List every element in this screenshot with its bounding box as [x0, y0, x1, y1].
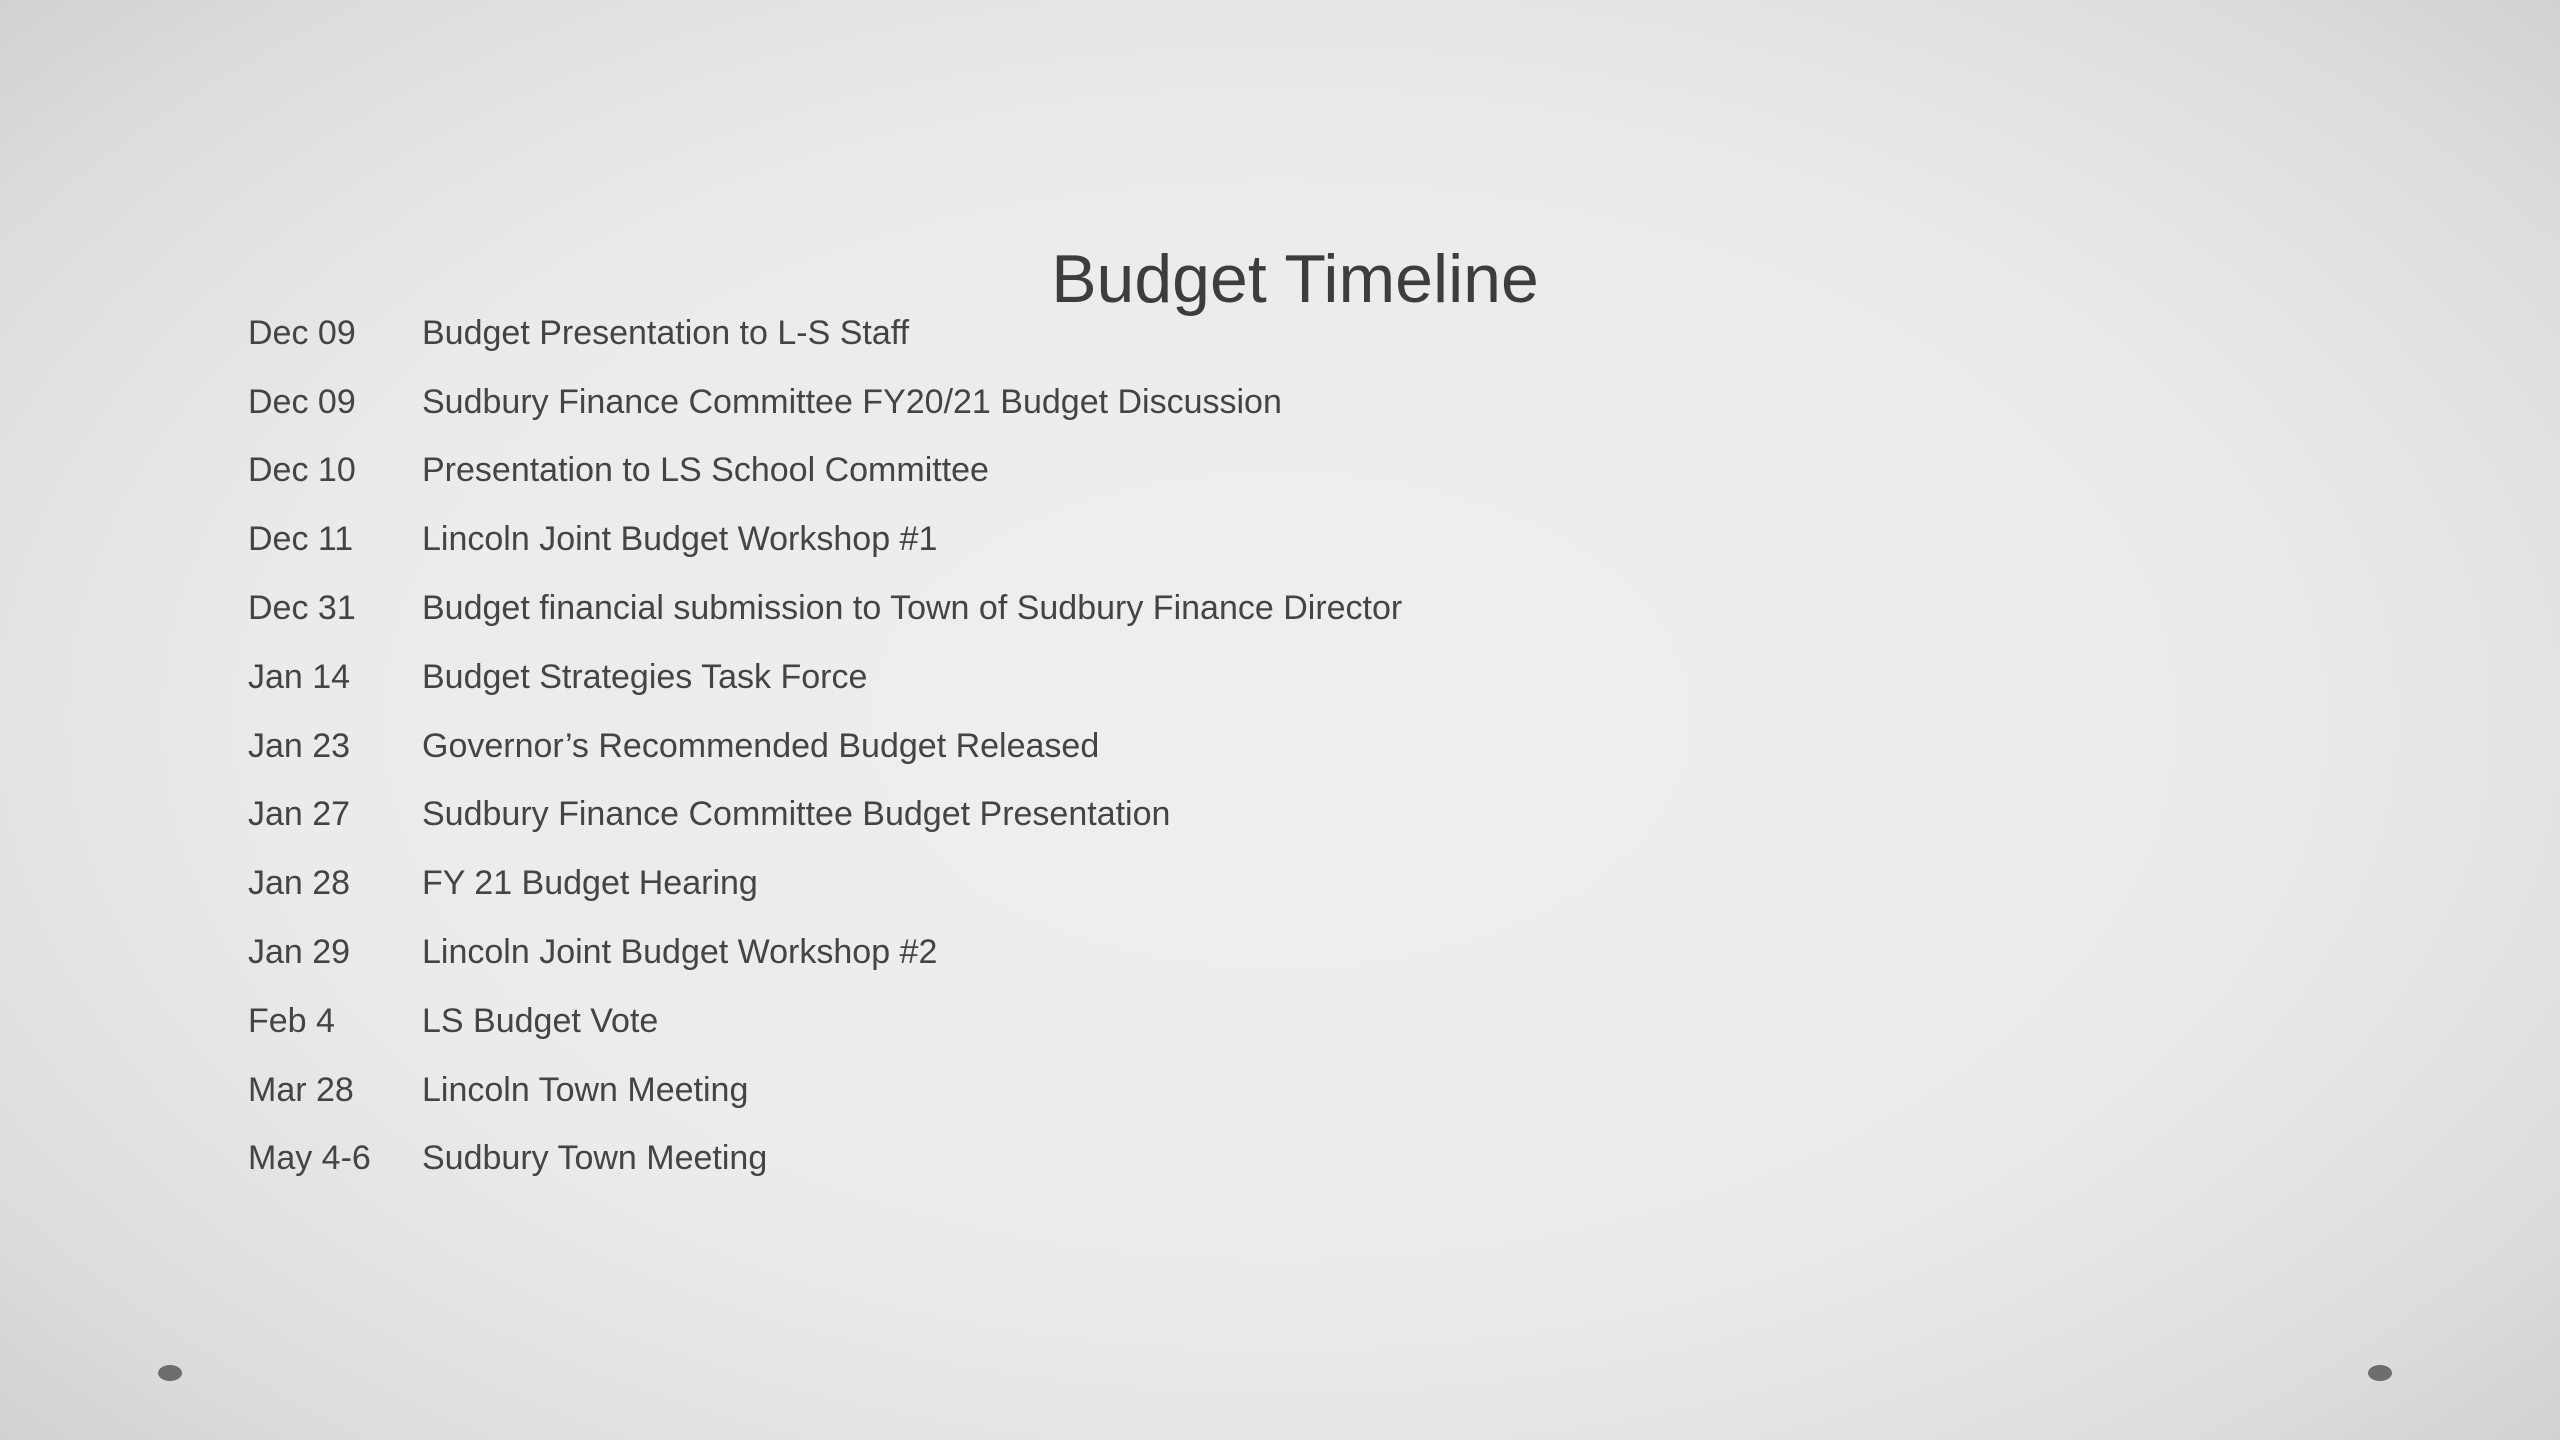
timeline-event: Budget financial submission to Town of Sudbury Finance Director: [422, 589, 1403, 628]
timeline-date: Jan 14: [248, 657, 351, 696]
timeline-event: LS Budget Vote: [422, 1001, 659, 1040]
timeline-row: [248, 849, 2048, 918]
timeline-event: Lincoln Joint Budget Workshop #2: [422, 933, 938, 972]
timeline-event: Sudbury Finance Committee Budget Presentation: [422, 795, 1171, 834]
timeline-row: [248, 574, 2048, 643]
slide-title: Budget Timeline: [1051, 240, 1539, 317]
timeline-date: Dec 09: [248, 382, 356, 421]
timeline-date: Jan 28: [248, 864, 351, 903]
timeline-event: FY 21 Budget Hearing: [422, 864, 758, 903]
timeline-date: Dec 11: [248, 520, 354, 559]
timeline-date: Feb 4: [248, 1001, 335, 1040]
timeline-row: [248, 1125, 2048, 1194]
timeline-date: Jan 23: [248, 726, 351, 765]
timeline-row: [248, 781, 2048, 850]
left-dot-icon: [158, 1365, 182, 1381]
timeline-row: [248, 1056, 2048, 1125]
timeline-date: Dec 31: [248, 589, 356, 628]
timeline-row: [248, 712, 2048, 781]
timeline-date: Mar 28: [248, 1070, 354, 1109]
timeline-row: [248, 505, 2048, 574]
timeline-row: [248, 368, 2048, 437]
timeline-event: Lincoln Town Meeting: [422, 1070, 749, 1109]
timeline-date: Dec 09: [248, 313, 356, 352]
timeline-event: Lincoln Joint Budget Workshop #1: [422, 520, 938, 559]
timeline-row: [248, 437, 2048, 506]
timeline-event: Governor’s Recommended Budget Released: [422, 726, 1100, 765]
timeline-event: Presentation to LS School Committee: [422, 451, 989, 490]
timeline-row: [248, 299, 2048, 368]
timeline-event: Budget Presentation to L-S Staff: [422, 313, 910, 352]
timeline-date: Dec 10: [248, 451, 356, 490]
timeline-event: Sudbury Town Meeting: [422, 1139, 768, 1178]
right-dot-icon: [2368, 1365, 2392, 1381]
timeline-list: [248, 299, 2048, 1193]
timeline-event: Sudbury Finance Committee FY20/21 Budget Discussion: [422, 382, 1282, 421]
timeline-date: May 4-6: [248, 1139, 371, 1178]
timeline-row: [248, 987, 2048, 1056]
timeline-row: [248, 643, 2048, 712]
timeline-event: Budget Strategies Task Force: [422, 657, 868, 696]
timeline-date: Jan 29: [248, 933, 351, 972]
timeline-date: Jan 27: [248, 795, 351, 834]
timeline-row: [248, 918, 2048, 987]
